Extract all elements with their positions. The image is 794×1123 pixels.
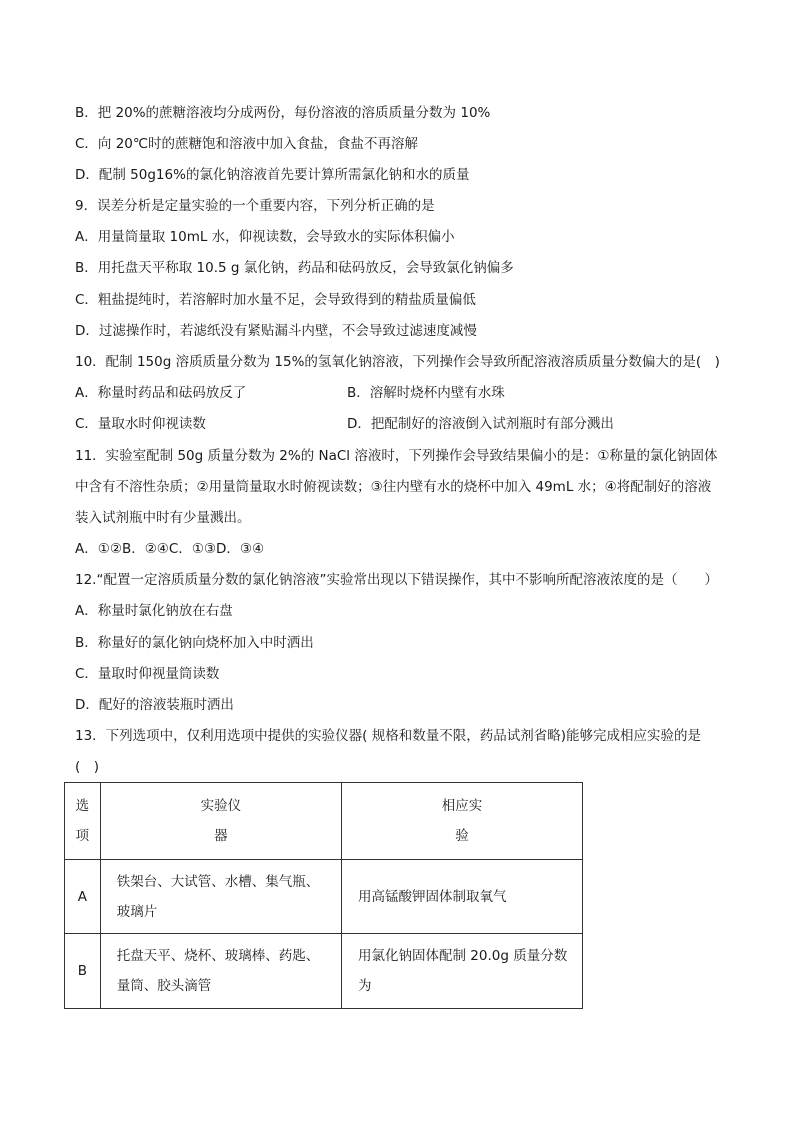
q11-options: A．①②B．②④C．①③D．③④ — [75, 541, 265, 557]
question-12-stem: 12.“配置一定溶质质量分数的氯化钠溶液”实验常出现以下错误操作，其中不影响所配溶液浓度的是（ ） — [75, 572, 718, 588]
q10-option-b: B．溶解时烧杯内壁有水珠 — [347, 385, 505, 401]
q10-option-c: C．量取水时仰视读数 — [75, 416, 206, 432]
q12-option-d: D．配好的溶液装瓶时洒出 — [75, 697, 234, 713]
q12-option-a: A．称量时氯化钠放在右盘 — [75, 603, 233, 619]
header-experiment: 相应实 验 — [342, 783, 583, 860]
q9-option-a: A．用量筒量取 10mL 水，仰视读数，会导致水的实际体积偏小 — [75, 229, 455, 245]
table-header-row — [65, 783, 583, 860]
q9-option-b: B．用托盘天平称取 10.5 g 氯化钠，药品和砝码放反，会导致氯化钠偏多 — [75, 260, 514, 276]
q9-option-c: C．粗盐提纯时，若溶解时加水量不足，会导致得到的精盐质量偏低 — [75, 292, 476, 308]
table-row — [65, 860, 583, 934]
q9-option-d: D．过滤操作时，若滤纸没有紧贴漏斗内壁，不会导致过滤速度减慢 — [75, 323, 477, 339]
q12-option-b: B．称量好的氯化钠向烧杯加入中时洒出 — [75, 635, 314, 651]
table-row — [65, 934, 583, 1009]
row-instruments: 铁架台、大试管、水槽、集气瓶、 玻璃片 — [100, 860, 341, 934]
q10-option-d: D．把配制好的溶液倒入试剂瓶时有部分溅出 — [347, 416, 614, 432]
question-13-table — [64, 782, 583, 1009]
row-experiment: 用氯化钠固体配制 20.0g 质量分数 为 — [342, 934, 583, 1009]
header-option: 选 项 — [65, 783, 101, 860]
row-experiment: 用高锰酸钾固体制取氧气 — [342, 860, 583, 934]
option-d-line: D．配制 50g16%的氯化钠溶液首先要计算所需氯化钠和水的质量 — [75, 167, 470, 183]
row-option-label: B — [65, 934, 101, 1009]
row-option-label: A — [65, 860, 101, 934]
question-11-stem-line3: 装入试剂瓶中时有少量溅出。 — [75, 510, 251, 526]
question-13-paren: ( ) — [75, 759, 100, 775]
option-c-line: C．向 20℃时的蔗糖饱和溶液中加入食盐，食盐不再溶解 — [75, 136, 419, 152]
question-11-stem-line2: 中含有不溶性杂质；②用量筒量取水时俯视读数；③往内壁有水的烧杯中加入 49mL 水；④将配制好的溶液 — [75, 479, 712, 495]
question-9-stem: 9．误差分析是定量实验的一个重要内容，下列分析正确的是 — [75, 198, 435, 214]
q10-option-a: A．称量时药品和砝码放反了 — [75, 385, 247, 401]
q12-option-c: C．量取时仰视量筒读数 — [75, 666, 220, 682]
question-11-stem-line1: 11．实验室配制 50g 质量分数为 2%的 NaCl 溶液时，下列操作会导致结果偏小的是：①称量的氯化钠固体 — [75, 448, 718, 464]
option-b-line: B．把 20%的蔗糖溶液均分成两份，每份溶液的溶质质量分数为 10% — [75, 105, 491, 121]
question-13-stem: 13．下列选项中，仅利用选项中提供的实验仪器( 规格和数量不限，药品试剂省略)能够完成相应实验的是 — [75, 728, 702, 744]
row-instruments: 托盘天平、烧杯、玻璃棒、药匙、 量筒、胶头滴管 — [100, 934, 341, 1009]
header-instruments: 实验仪 器 — [100, 783, 341, 860]
question-10-stem: 10．配制 150g 溶质质量分数为 15%的氢氧化钠溶液，下列操作会导致所配溶液溶质质量分数偏大的是( ) — [75, 354, 720, 370]
